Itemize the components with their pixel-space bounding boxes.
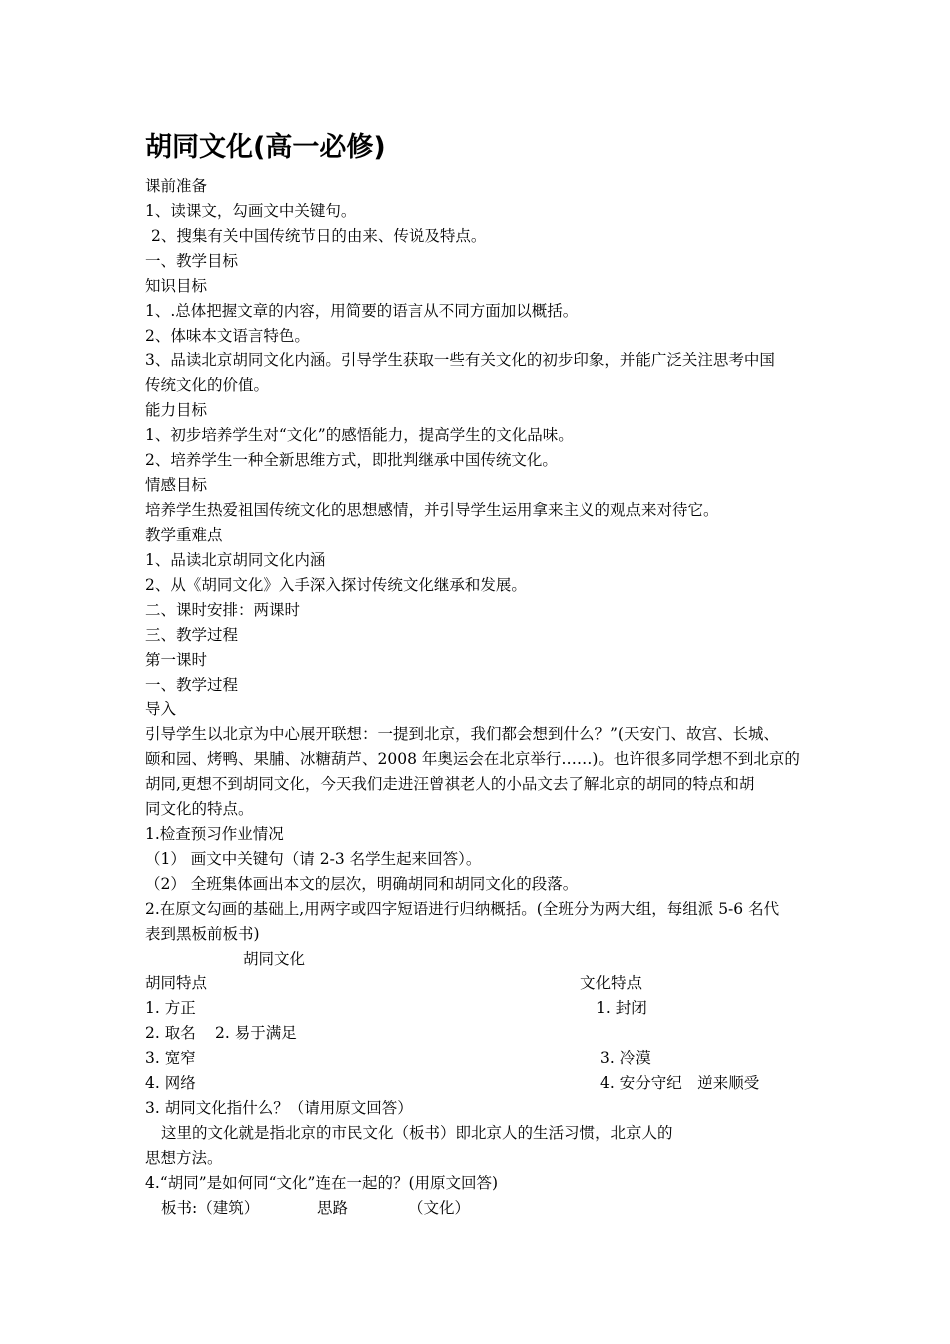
board-left-item: 3. 宽窄 bbox=[145, 1049, 196, 1067]
text-line: 3、品读北京胡同文化内涵。引导学生获取一些有关文化的初步印象，并能广泛关注思考中国 bbox=[145, 351, 775, 369]
text-line: 这里的文化就是指北京的市民文化（板书）即北京人的生活习惯，北京人的 bbox=[161, 1124, 673, 1142]
text-line: 2.在原文勾画的基础上,用两字或四字短语进行归纳概括。(全班分为两大组，每组派 5-6 名代 bbox=[145, 900, 780, 918]
text-line: 第一课时 bbox=[145, 651, 208, 669]
board-right-item: 2. 易于满足 bbox=[215, 1024, 297, 1042]
text-line: 2、搜集有关中国传统节日的由来、传说及特点。 bbox=[151, 227, 487, 245]
text-line: 1、读课文，勾画文中关键句。 bbox=[145, 202, 357, 220]
text-line: 同文化的特点。 bbox=[145, 800, 254, 818]
text-line: 3. 胡同文化指什么？（请用原文回答） bbox=[145, 1099, 413, 1117]
board-note: 思路 bbox=[317, 1199, 349, 1217]
text-line: 1、初步培养学生对“文化”的感悟能力，提高学生的文化品味。 bbox=[145, 426, 574, 444]
text-line: 2、培养学生一种全新思维方式，即批判继承中国传统文化。 bbox=[145, 451, 558, 469]
board-right-item: 4. 安分守纪 逆来顺受 bbox=[600, 1074, 760, 1092]
text-line: 颐和园、烤鸭、果脯、冰糖葫芦、2008 年奥运会在北京举行……)。也许很多同学想不到北京的 bbox=[145, 750, 800, 768]
text-line: 2、从《胡同文化》入手深入探讨传统文化继承和发展。 bbox=[145, 576, 527, 594]
text-line: 胡同,更想不到胡同文化，今天我们走进汪曾祺老人的小品文去了解北京的胡同的特点和胡 bbox=[145, 775, 755, 793]
text-line: 能力目标 bbox=[145, 401, 208, 419]
board-col-left-heading: 胡同特点 bbox=[145, 974, 208, 992]
board-heading: 胡同文化 bbox=[243, 950, 306, 968]
text-line: 课前准备 bbox=[145, 177, 208, 195]
board-right-item: 3. 冷漠 bbox=[600, 1049, 651, 1067]
text-line: 表到黑板前板书) bbox=[145, 925, 260, 943]
text-line: 1、品读北京胡同文化内涵 bbox=[145, 551, 326, 569]
text-line: 教学重难点 bbox=[145, 526, 223, 544]
board-left-item: 4. 网络 bbox=[145, 1074, 196, 1092]
text-line: 二、课时安排：两课时 bbox=[145, 601, 301, 619]
document-title: 胡同文化(高一必修) bbox=[145, 132, 386, 163]
text-line: 思想方法。 bbox=[145, 1149, 223, 1167]
text-line: 一、教学过程 bbox=[145, 676, 239, 694]
text-line: 导入 bbox=[145, 700, 177, 718]
text-line: 培养学生热爱祖国传统文化的思想感情，并引导学生运用拿来主义的观点来对待它。 bbox=[145, 501, 719, 519]
text-line: （1） 画文中关键句（请 2-3 名学生起来回答）。 bbox=[145, 850, 482, 868]
text-line: 传统文化的价值。 bbox=[145, 376, 270, 394]
board-col-right-heading: 文化特点 bbox=[580, 974, 643, 992]
board-note: 板书:（建筑） bbox=[161, 1199, 260, 1217]
text-line: 引导学生以北京为中心展开联想：一提到北京，我们都会想到什么？”(天安门、故宫、长城、 bbox=[145, 725, 779, 743]
text-line: 三、教学过程 bbox=[145, 626, 239, 644]
board-note: （文化） bbox=[408, 1199, 471, 1217]
text-line: 一、教学目标 bbox=[145, 252, 239, 270]
text-line: 知识目标 bbox=[145, 277, 208, 295]
text-line: 1.检查预习作业情况 bbox=[145, 825, 284, 843]
text-line: 2、体味本文语言特色。 bbox=[145, 327, 310, 345]
text-line: 1、.总体把握文章的内容，用简要的语言从不同方面加以概括。 bbox=[145, 302, 579, 320]
board-left-item: 2. 取名 bbox=[145, 1024, 196, 1042]
text-line: 4.“胡同”是如何同“文化”连在一起的？(用原文回答) bbox=[145, 1174, 499, 1192]
board-left-item: 1. 方正 bbox=[145, 999, 196, 1017]
text-line: 情感目标 bbox=[145, 476, 208, 494]
board-right-item: 1. 封闭 bbox=[596, 999, 647, 1017]
text-line: （2） 全班集体画出本文的层次，明确胡同和胡同文化的段落。 bbox=[145, 875, 579, 893]
